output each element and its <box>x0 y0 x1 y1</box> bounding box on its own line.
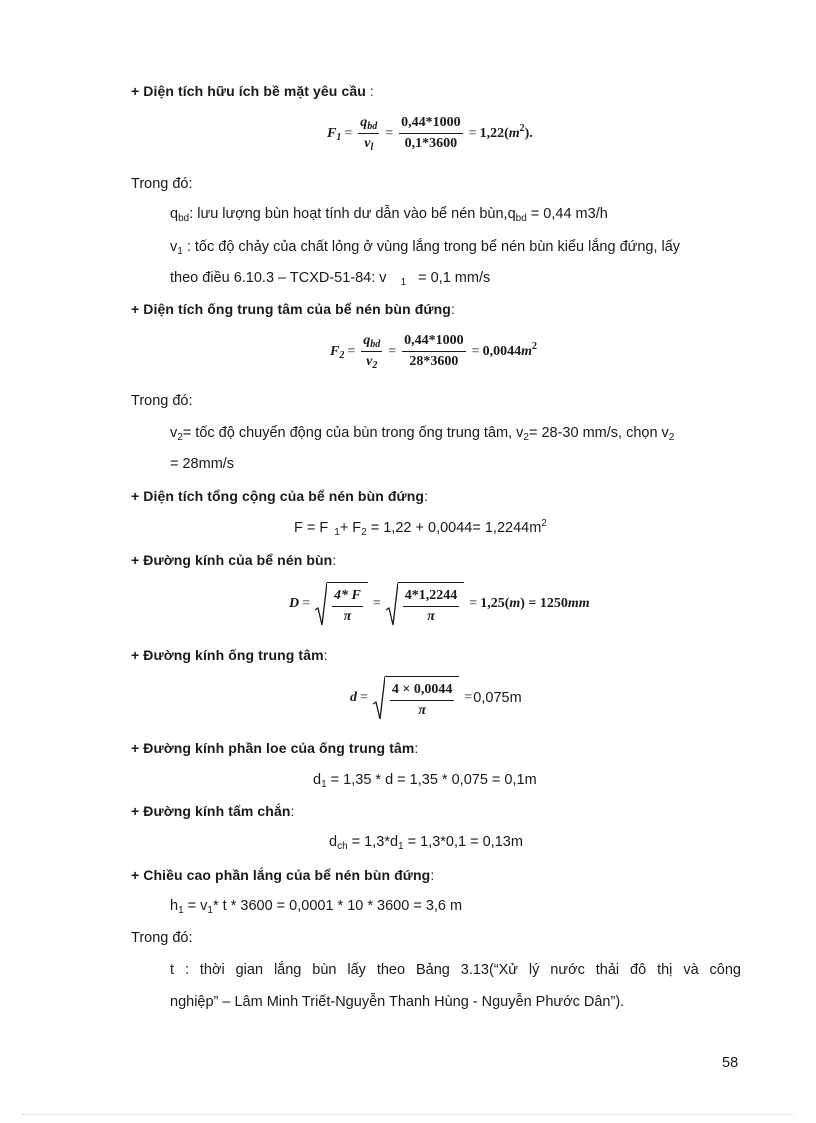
definition-v1-cont <box>170 269 490 287</box>
numerator <box>361 333 382 352</box>
symbol-f: F <box>327 125 337 141</box>
result-value: 0,0044 <box>482 343 522 359</box>
result-end: ). <box>524 125 533 141</box>
equals-sign: = <box>360 690 368 705</box>
formula-f2 <box>330 333 537 370</box>
formula-lhs <box>327 126 341 142</box>
symbol-d: D <box>289 596 300 611</box>
result-value: 1,22( <box>479 125 509 141</box>
heading-useful-area <box>131 82 374 100</box>
definition-t: t : thời gian lắng bùn lấy theo Bảng 3.13(“Xử lý nước thải đô thị và công <box>170 962 741 978</box>
definition-v2-cont: = 28mm/s <box>170 456 235 472</box>
symbol-f: F <box>330 343 340 359</box>
colon: : <box>290 803 295 819</box>
heading-text: + Đường kính phần loe của ống trung tâm <box>131 740 415 756</box>
heading-settling-height <box>131 866 434 884</box>
numerator: 4 × 0,0044 <box>390 682 454 701</box>
page-number: 58 <box>722 1055 739 1071</box>
fraction <box>403 588 460 625</box>
numerator: 4* F <box>332 588 363 607</box>
formula-text: F = F <box>294 520 329 536</box>
definition-value: = 0,1 mm/s <box>418 270 491 286</box>
denominator <box>364 352 379 370</box>
equals-sign: = <box>469 596 478 611</box>
subscript: 1 <box>207 905 213 916</box>
subscript: 2 <box>339 349 345 361</box>
colon: : <box>332 552 337 568</box>
formula-total-area <box>294 519 547 537</box>
heading-tank-diameter <box>131 551 336 569</box>
heading-flare-diameter <box>131 739 418 757</box>
definition-t-cont: nghiệp” – Lâm Minh Triết-Nguyễn Thanh Hùng - Nguyễn Phước Dân”). <box>170 994 625 1010</box>
subscript: 2 <box>668 432 675 443</box>
result-unit: mm <box>567 596 590 611</box>
heading-text: + Diện tích ống trung tâm của bể nén bùn đứng <box>131 301 451 317</box>
numerator: 4*1,2244 <box>403 588 460 607</box>
subscript: 2 <box>372 360 378 371</box>
equals-sign: = <box>471 343 480 359</box>
formula-lhs <box>330 344 344 360</box>
formula-text: * t * 3600 = 0,0001 * 10 * 3600 = 3,6 m <box>212 898 463 914</box>
definition-text: = tốc độ chuyển động của bùn trong ống trung tâm, v <box>182 425 524 441</box>
colon: : <box>430 867 435 883</box>
definition-value: = 0,44 m3/h <box>526 206 608 222</box>
subscript: 1 <box>178 905 184 916</box>
equals-sign: = <box>468 125 477 141</box>
fraction-numeric <box>399 115 463 152</box>
numerator: 0,44*1000 <box>399 115 463 134</box>
denominator: 28*3600 <box>409 354 459 369</box>
denominator: 0,1*3600 <box>404 136 458 151</box>
numerator: 0,44*1000 <box>402 333 466 352</box>
symbol-d: d <box>350 690 357 705</box>
colon: : <box>323 647 328 663</box>
subscript: 2 <box>177 432 183 443</box>
fraction <box>332 588 363 625</box>
formula-text: + F <box>339 520 362 536</box>
formula-text: h <box>170 898 179 914</box>
result-value: ) = 1250 <box>520 596 568 611</box>
formula-settling-height <box>170 897 462 915</box>
denominator <box>362 134 375 152</box>
heading-text: + Đường kính của bể nén bùn <box>131 552 333 568</box>
radical-sign-icon <box>386 582 398 626</box>
formula-result <box>479 122 533 142</box>
subscript: 1 <box>336 131 342 143</box>
heading-text: + Đường kính ống trung tâm <box>131 647 324 663</box>
colon: : <box>424 488 429 504</box>
formula-flare-diameter <box>313 771 537 789</box>
formula-text: d <box>329 834 338 850</box>
definition-text: theo điều 6.10.3 – TCXD-51-84: v <box>170 270 387 286</box>
subscript: ch <box>337 841 348 852</box>
equals-sign: = <box>372 596 381 611</box>
result-unit: m <box>521 343 532 359</box>
definition-text: : tốc độ chảy của chất lỏng ở vùng lắng trong bể nén bùn kiểu lắng đứng, lấy <box>182 239 681 255</box>
equals-sign: = <box>344 125 353 141</box>
definition-text: : lưu lượng bùn hoạt tính dư dẫn vào bể nén bùn,q <box>189 206 516 222</box>
subscript: 1 <box>398 841 404 852</box>
heading-central-pipe-area <box>131 300 455 318</box>
radicand <box>327 582 368 626</box>
numerator <box>358 115 379 134</box>
formula-text: = 1,3*0,1 = 0,13m <box>407 834 523 850</box>
formula-diameter <box>289 582 590 626</box>
equals-sign: = <box>385 125 394 141</box>
definition-text: = 28-30 mm/s, chọn v <box>528 425 669 441</box>
symbol-q: q <box>363 333 371 348</box>
formula-baffle-diameter <box>329 833 523 851</box>
subscript: bd <box>367 121 378 132</box>
formula-result <box>482 340 537 360</box>
heading-text: + Chiều cao phần lắng của bể nén bùn đứng <box>131 867 431 883</box>
definition-v2 <box>170 424 674 442</box>
heading-text: + Diện tích hữu ích bề mặt yêu cầu <box>131 83 366 99</box>
result-unit: m <box>508 125 520 141</box>
formula-pipe-diameter <box>350 676 522 720</box>
radical-sign-icon <box>373 676 385 720</box>
formula-text: = v <box>187 898 208 914</box>
label-where: Trong đó: <box>131 176 193 192</box>
subscript: bd <box>370 339 381 350</box>
subscript: bd <box>515 213 527 224</box>
formula-result <box>480 596 589 612</box>
colon: : <box>414 740 419 756</box>
radicand <box>385 676 459 720</box>
square-root <box>373 676 459 720</box>
equals-sign: = <box>302 596 311 611</box>
subscript: 1 <box>177 246 183 257</box>
colon: : <box>450 301 455 317</box>
label-where: Trong đó: <box>131 393 193 409</box>
fraction-numeric <box>402 333 466 370</box>
formula-text: d <box>313 772 322 788</box>
heading-baffle-diameter <box>131 802 295 820</box>
symbol: v <box>170 239 178 255</box>
symbol: q <box>170 206 179 222</box>
equals-sign: = <box>347 343 356 359</box>
radicand <box>398 582 465 626</box>
formula-f1 <box>327 115 533 152</box>
result-unit: m <box>509 596 521 611</box>
square-root <box>386 582 465 626</box>
radical-sign-icon <box>315 582 327 626</box>
result-value: 1,25( <box>480 596 510 611</box>
subscript: 1 <box>400 277 407 288</box>
formula-result: 0,075m <box>473 690 522 706</box>
subscript: 1 <box>321 779 327 790</box>
heading-text: + Diện tích tổng cộng của bể nén bùn đứng <box>131 488 425 504</box>
heading-text: + Đường kính tấm chắn <box>131 803 291 819</box>
subscript: 2 <box>361 527 367 538</box>
superscript: 2 <box>531 340 537 352</box>
equals-sign: = <box>464 690 473 705</box>
denominator: π <box>343 608 352 624</box>
square-root <box>315 582 368 626</box>
fraction-q-over-v <box>361 333 382 370</box>
fraction <box>390 682 454 719</box>
equals-sign: = <box>388 343 397 359</box>
subscript: 1 <box>334 527 340 538</box>
formula-text: = 1,22 + 0,0044= 1,2244m <box>370 520 542 536</box>
heading-total-area <box>131 487 428 505</box>
definition-v1 <box>170 238 680 256</box>
subscript: 2 <box>523 432 529 443</box>
page-bottom-divider <box>22 1114 794 1115</box>
formula-text: = 1,3*d <box>351 834 399 850</box>
superscript: 2 <box>519 122 525 134</box>
subscript: l <box>370 142 374 153</box>
denominator: π <box>427 608 435 624</box>
symbol-v: v <box>364 136 371 151</box>
symbol: v <box>170 425 178 441</box>
formula-text: = 1,35 * d = 1,35 * 0,075 = 0,1m <box>330 772 537 788</box>
fraction-q-over-v <box>358 115 379 152</box>
symbol-q: q <box>360 115 368 130</box>
denominator: π <box>418 702 426 718</box>
symbol-v: v <box>366 354 373 369</box>
heading-central-pipe-diameter <box>131 646 328 664</box>
label-where: Trong đó: <box>131 930 193 946</box>
definition-qbd <box>170 205 608 223</box>
colon: : <box>369 83 374 99</box>
superscript: 2 <box>541 518 547 529</box>
subscript: bd <box>178 213 190 224</box>
